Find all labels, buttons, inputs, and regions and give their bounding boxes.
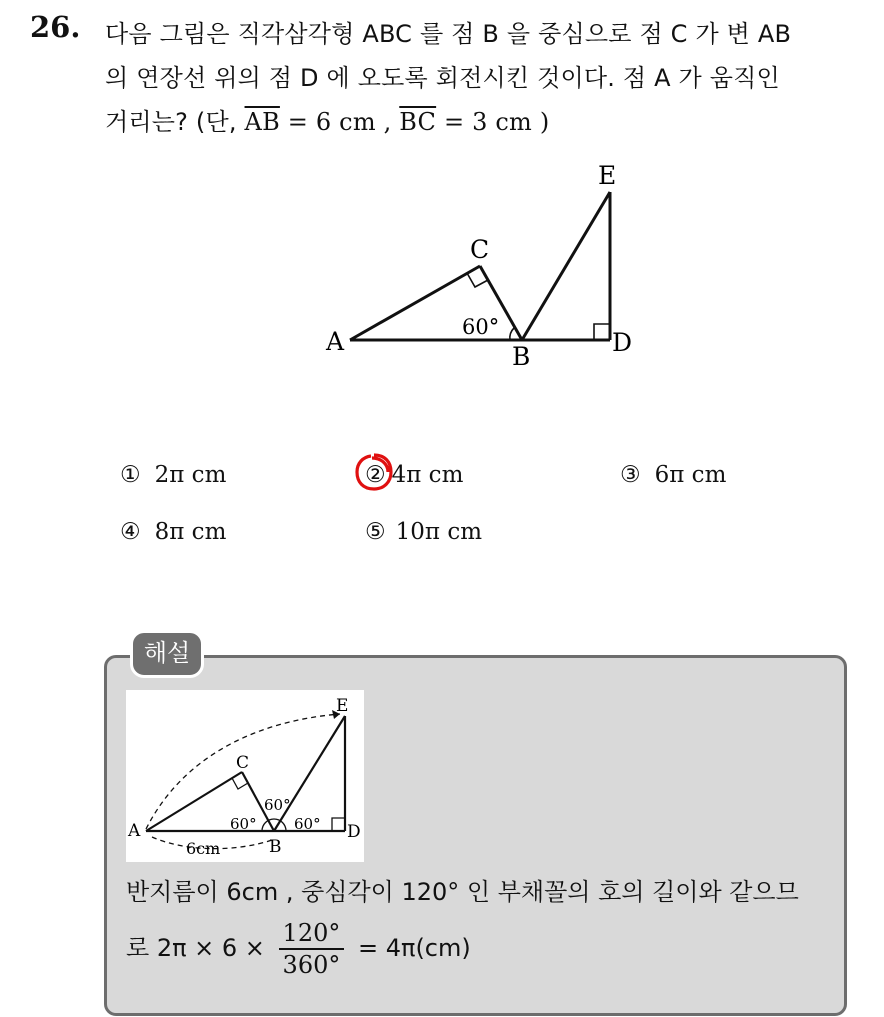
choice-4[interactable] [120,519,226,545]
fraction-denominator: 360° [282,951,341,979]
sol-label-a: A [128,821,141,841]
solution-tag: 해설 [130,630,204,678]
label-a: A [326,327,345,356]
sol-label-b: B [269,837,282,857]
angle-arc-b [510,328,514,340]
choice-3[interactable] [620,462,726,488]
line-be [522,192,610,340]
solution-formula-prefix: 로 2π × 6 × [126,934,273,962]
choice-text: 8π cm [154,519,227,545]
line-ac [350,266,480,340]
question-condition-prefix: 거리는? (단, [105,108,245,136]
choice-text: 10π cm [395,519,483,545]
question-line-1: 다음 그림은 직각삼각형 ABC 를 점 B 을 중심으로 점 C 가 변 AB [105,20,792,48]
triangle-figure [310,150,650,380]
solution-line-1: 반지름이 6cm , 중심각이 120° 인 부채꼴의 호의 길이와 같으므 [126,878,799,906]
choice-number: ⑤ [365,519,386,545]
solution-fraction [279,918,345,980]
sol-length-label: 6cm [186,839,221,858]
sol-right-angle-d [332,818,345,831]
solution-figure [126,690,364,862]
angle-label-b: 60° [462,315,500,339]
choice-5[interactable] [365,519,482,545]
choice-text: 2π cm [154,462,227,488]
question-text [105,12,865,144]
sol-angle-3: 60° [294,815,321,833]
segment-ab: $\overline{AB}$ [244,108,280,136]
answer-mark-circle [354,452,394,492]
choice-number: ② [365,462,386,488]
question-line-2: 의 연장선 위의 점 D 에 오도록 회전시킨 것이다. 점 A 가 움직인 [105,64,780,92]
choice-number: ③ [620,462,641,488]
right-angle-d [594,324,610,340]
question-line-3 [105,100,865,144]
label-b: B [512,342,531,371]
solution-line-2 [126,918,471,980]
sol-angle-1: 60° [230,815,257,833]
label-e: E [598,161,617,190]
sol-label-d: D [347,822,361,842]
label-c: C [470,235,490,264]
choice-1[interactable] [120,462,226,488]
choice-number: ④ [120,519,141,545]
sol-label-c: C [236,753,250,773]
sol-line-ac [146,772,242,831]
sol-angle-2: 60° [264,796,291,814]
choice-text: 6π cm [654,462,727,488]
choice-number: ① [120,462,141,488]
choice-text: 4π cm [391,462,464,488]
segment-ab-value: = 6 cm , [279,108,400,136]
solution-formula-result: = 4π(cm) [350,934,471,962]
segment-bc-value: = 3 cm ) [436,108,550,136]
sol-label-e: E [336,696,349,716]
fraction-numerator: 120° [279,918,345,950]
question-number: 26. [30,10,81,44]
label-d: D [612,328,633,357]
segment-bc: $\overline{BC}$ [399,108,437,136]
